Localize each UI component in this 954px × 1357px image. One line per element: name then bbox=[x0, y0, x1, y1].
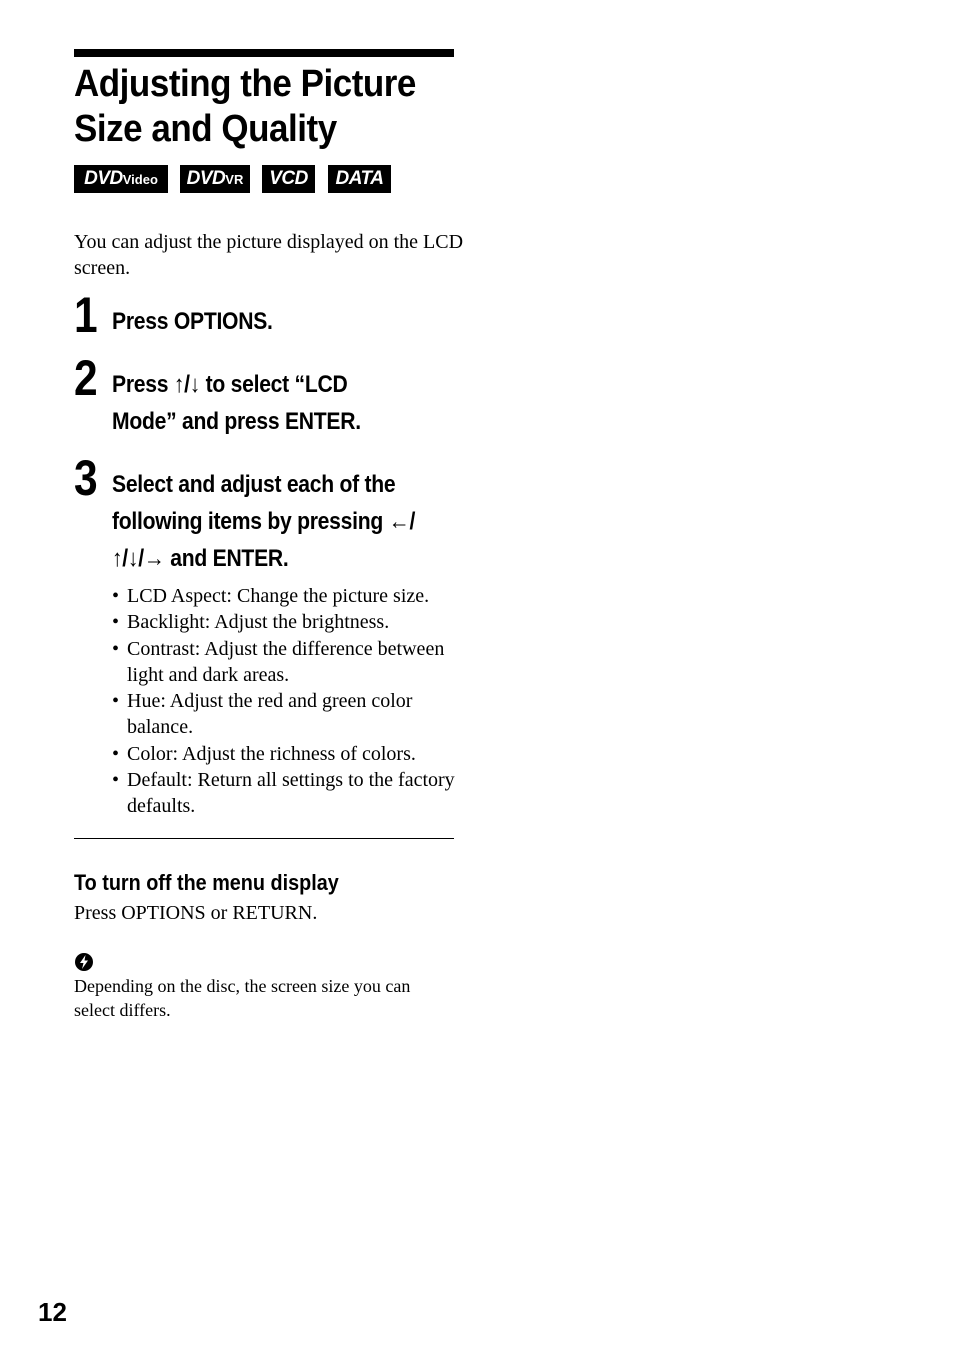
step-line: ↑/↓/→ and ENTER. bbox=[112, 545, 289, 572]
step-line: Select and adjust each of the bbox=[112, 471, 396, 498]
badge-data bbox=[328, 165, 391, 193]
step-3-number: 3 bbox=[74, 450, 98, 506]
section-divider bbox=[74, 838, 454, 839]
title-rule bbox=[74, 49, 454, 57]
page-title: Adjusting the Picture Size and Quality bbox=[74, 63, 416, 150]
intro-text: You can adjust the picture displayed on the LCD screen. bbox=[74, 231, 464, 279]
step-line: following items by pressing ←/ bbox=[112, 508, 416, 535]
hint-text: Depending on the disc, the screen size you can select differs. bbox=[74, 976, 411, 1020]
step-1-text bbox=[112, 303, 472, 340]
list-item: • Backlight: Adjust the brightness. bbox=[112, 609, 462, 635]
badge-main: DVD bbox=[186, 168, 226, 189]
badge-main: DATA bbox=[335, 168, 384, 189]
list-item: • Contrast: Adjust the difference between light and dark areas. bbox=[112, 636, 462, 689]
step-line: Mode” and press ENTER. bbox=[112, 408, 361, 435]
page-number: 12 bbox=[38, 1297, 67, 1327]
badge-sub: Video bbox=[122, 172, 158, 187]
badge-dvd-vr bbox=[180, 165, 250, 193]
badge-vcd bbox=[262, 165, 315, 193]
hint-icon bbox=[74, 952, 94, 972]
step-3-text bbox=[112, 466, 472, 577]
step-1-number: 1 bbox=[74, 287, 98, 343]
step-line: Press ↑/↓ to select “LCD bbox=[112, 371, 348, 398]
list-item: • Hue: Adjust the red and green color balance. bbox=[112, 688, 462, 741]
badge-main: DVD bbox=[84, 168, 123, 189]
badge-main: VCD bbox=[269, 168, 308, 189]
step-2-text bbox=[112, 366, 472, 440]
step-line: Press OPTIONS. bbox=[112, 308, 273, 335]
subheading-text: Press OPTIONS or RETURN. bbox=[74, 902, 318, 924]
subheading: To turn off the menu display bbox=[74, 870, 339, 895]
badge-dvd-video bbox=[74, 165, 168, 193]
list-item: • Default: Return all settings to the factory defaults. bbox=[112, 767, 462, 820]
lcd-settings-list bbox=[112, 583, 462, 820]
step-2-number: 2 bbox=[74, 350, 98, 406]
list-item: • Color: Adjust the richness of colors. bbox=[112, 741, 462, 767]
badge-sub: VR bbox=[225, 172, 244, 187]
list-item: • LCD Aspect: Change the picture size. bbox=[112, 583, 462, 609]
